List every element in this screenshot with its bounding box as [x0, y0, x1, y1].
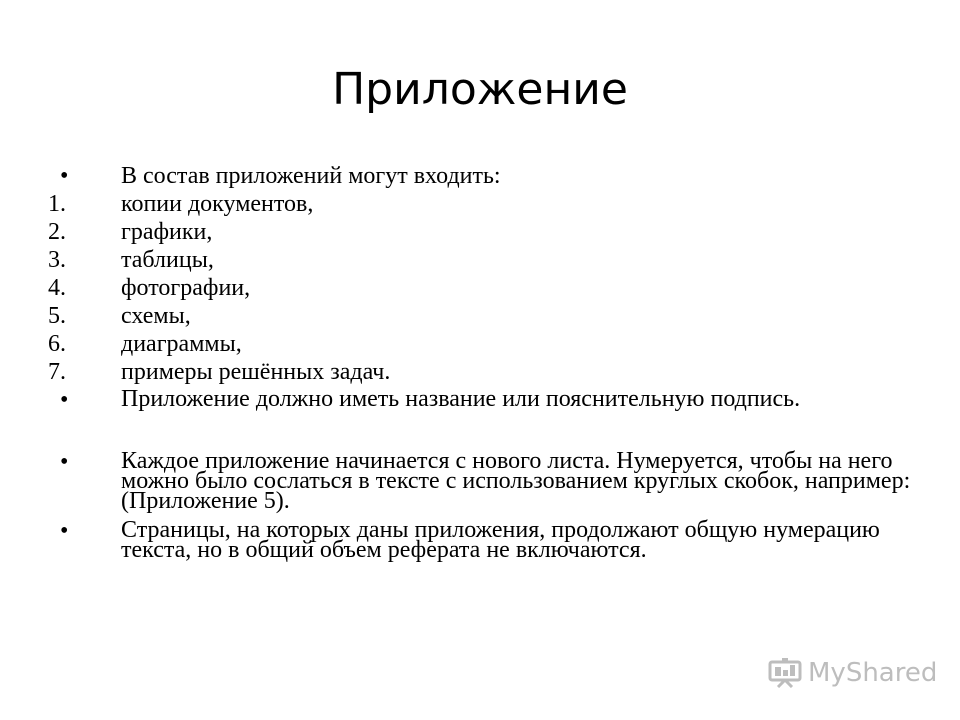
bullet-marker: •: [60, 163, 69, 189]
list-item-numbered: [48, 330, 918, 358]
list-spacer: [48, 415, 918, 448]
bullet-marker: •: [60, 387, 69, 413]
slide-content: [48, 162, 918, 566]
list-item-bullet: [48, 517, 918, 566]
list-item-bullet: [48, 162, 918, 190]
number-marker: 5.: [48, 303, 66, 329]
number-marker: 3.: [48, 247, 66, 273]
list-item-text: таблицы,: [121, 247, 214, 273]
list-item-text: графики,: [121, 219, 213, 245]
list-item-numbered: [48, 302, 918, 330]
myshared-logo-text: MyShared: [808, 658, 938, 688]
bullet-marker: •: [60, 449, 69, 475]
slide-title: Приложение: [332, 64, 628, 115]
list-item-text: копии документов,: [121, 191, 314, 217]
list-item-bullet: [48, 448, 918, 517]
list-item-numbered: [48, 358, 918, 386]
list-item-numbered: [48, 218, 918, 246]
list-item-numbered: [48, 274, 918, 302]
list-item-text: диаграммы,: [121, 331, 242, 357]
list-item-text: схемы,: [121, 303, 191, 329]
list-item-numbered: [48, 246, 918, 274]
number-marker: 7.: [48, 359, 66, 385]
list-item-bullet: [48, 386, 918, 415]
presentation-screen-icon: [768, 658, 802, 688]
list-item-numbered: [48, 190, 918, 218]
list-item-text: примеры решённых задач.: [121, 359, 391, 385]
list-item-text: Приложение должно иметь название или пояснительную подпись.: [121, 386, 801, 412]
list-item-text: В состав приложений могут входить:: [121, 163, 501, 189]
myshared-watermark: [768, 657, 937, 689]
number-marker: 6.: [48, 331, 66, 357]
bullet-marker: •: [60, 518, 69, 544]
list-item-text: Каждое приложение начинается с нового листа. Нумеруется, чтобы на него можно было сослаться в тексте с использованием круглых скобок, например: (Приложение 5).: [121, 448, 911, 514]
list-item-text: Страницы, на которых даны приложения, продолжают общую нумерацию текста, но в общий объем реферата не включаются.: [121, 517, 880, 563]
number-marker: 4.: [48, 275, 66, 301]
list-item-text: фотографии,: [121, 275, 251, 301]
number-marker: 1.: [48, 191, 66, 217]
number-marker: 2.: [48, 219, 66, 245]
